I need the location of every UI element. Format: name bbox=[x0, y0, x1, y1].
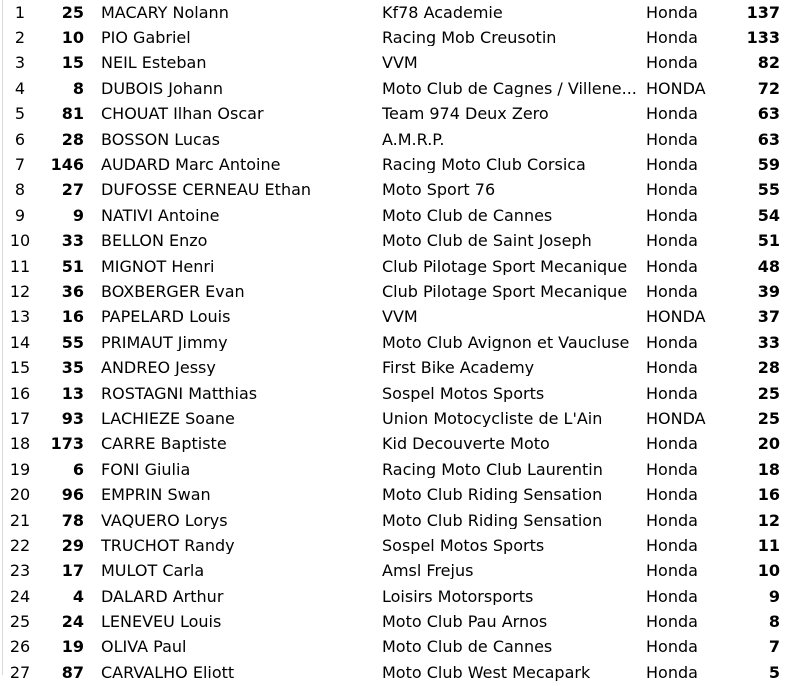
points-cell: 25 bbox=[757, 383, 780, 403]
race-number-cell: 55 bbox=[61, 332, 84, 352]
race-number-cell: 24 bbox=[61, 612, 84, 632]
points-cell: 133 bbox=[746, 28, 780, 48]
race-number-cell: 8 bbox=[72, 78, 84, 98]
points-cell: 5 bbox=[768, 662, 780, 682]
club-cell: Loisirs Motorsports bbox=[382, 588, 534, 605]
table-row bbox=[0, 432, 800, 457]
table-row bbox=[0, 457, 800, 482]
brand-cell: HONDA bbox=[646, 307, 706, 327]
table-row bbox=[0, 254, 800, 279]
rider-name-cell: CARRE Baptiste bbox=[101, 436, 227, 453]
rider-name-cell: PIO Gabriel bbox=[101, 30, 191, 47]
table-row bbox=[0, 203, 800, 228]
rider-name-cell: CHOUAT Ilhan Oscar bbox=[101, 106, 264, 123]
rider-name-cell: BOXBERGER Evan bbox=[101, 283, 245, 300]
points-cell: 39 bbox=[757, 281, 780, 301]
brand-cell: Honda bbox=[646, 637, 698, 657]
rider-name-cell: LENEVEU Louis bbox=[101, 614, 222, 631]
rider-name-cell: MIGNOT Henri bbox=[101, 258, 215, 275]
club-cell: Club Pilotage Sport Mecanique bbox=[382, 258, 628, 275]
points-cell: 8 bbox=[768, 612, 780, 632]
position-cell: 21 bbox=[9, 510, 31, 530]
club-cell: Moto Club de Cagnes / Villene... bbox=[382, 80, 637, 97]
points-cell: 7 bbox=[768, 637, 780, 657]
position-cell: 6 bbox=[14, 129, 26, 149]
brand-cell: Honda bbox=[646, 129, 698, 149]
rider-name-cell: DUBOIS Johann bbox=[101, 80, 224, 97]
club-cell: A.M.R.P. bbox=[382, 131, 445, 148]
points-cell: 28 bbox=[757, 358, 780, 378]
points-cell: 54 bbox=[757, 205, 780, 225]
race-number-cell: 87 bbox=[61, 662, 84, 682]
position-cell: 11 bbox=[9, 256, 31, 276]
rider-name-cell: VAQUERO Lorys bbox=[101, 512, 228, 529]
position-cell: 24 bbox=[9, 586, 31, 606]
position-cell: 20 bbox=[9, 485, 31, 505]
points-cell: 20 bbox=[757, 434, 780, 454]
club-cell: Team 974 Deux Zero bbox=[382, 106, 549, 123]
club-cell: Moto Club Avignon et Vaucluse bbox=[382, 334, 630, 351]
club-cell: Racing Mob Creusotin bbox=[382, 30, 557, 47]
points-cell: 48 bbox=[757, 256, 780, 276]
position-cell: 10 bbox=[9, 231, 31, 251]
table-row bbox=[0, 635, 800, 660]
club-cell: Racing Moto Club Corsica bbox=[382, 157, 586, 174]
table-row bbox=[0, 229, 800, 254]
table-row bbox=[0, 127, 800, 152]
race-number-cell: 19 bbox=[61, 637, 84, 657]
brand-cell: Honda bbox=[646, 383, 698, 403]
position-cell: 22 bbox=[9, 535, 31, 555]
table-row bbox=[0, 660, 800, 685]
race-number-cell: 9 bbox=[72, 205, 84, 225]
race-number-cell: 13 bbox=[61, 383, 84, 403]
rider-name-cell: ROSTAGNI Matthias bbox=[101, 385, 258, 402]
points-cell: 51 bbox=[757, 231, 780, 251]
club-cell: Moto Sport 76 bbox=[382, 182, 496, 199]
points-cell: 11 bbox=[757, 535, 780, 555]
position-cell: 19 bbox=[9, 459, 31, 479]
position-cell: 8 bbox=[14, 180, 26, 200]
brand-cell: HONDA bbox=[646, 408, 706, 428]
position-cell: 14 bbox=[9, 332, 31, 352]
rider-name-cell: BOSSON Lucas bbox=[101, 131, 220, 148]
brand-cell: Honda bbox=[646, 485, 698, 505]
points-cell: 55 bbox=[757, 180, 780, 200]
club-cell: Moto Club de Saint Joseph bbox=[382, 233, 592, 250]
club-cell: VVM bbox=[382, 309, 418, 326]
table-row bbox=[0, 508, 800, 533]
brand-cell: Honda bbox=[646, 28, 698, 48]
points-cell: 16 bbox=[757, 485, 780, 505]
position-cell: 12 bbox=[9, 281, 31, 301]
brand-cell: Honda bbox=[646, 586, 698, 606]
position-cell: 26 bbox=[9, 637, 31, 657]
position-cell: 27 bbox=[9, 662, 31, 682]
rider-name-cell: DALARD Arthur bbox=[101, 588, 224, 605]
brand-cell: Honda bbox=[646, 434, 698, 454]
race-number-cell: 93 bbox=[61, 408, 84, 428]
rider-name-cell: DUFOSSE CERNEAU Ethan bbox=[101, 182, 312, 199]
table-row bbox=[0, 559, 800, 584]
race-number-cell: 25 bbox=[61, 2, 84, 22]
table-row bbox=[0, 152, 800, 177]
club-cell: First Bike Academy bbox=[382, 360, 535, 377]
points-cell: 63 bbox=[757, 129, 780, 149]
brand-cell: Honda bbox=[646, 535, 698, 555]
position-cell: 15 bbox=[9, 358, 31, 378]
brand-cell: Honda bbox=[646, 358, 698, 378]
rider-name-cell: FONI Giulia bbox=[101, 461, 191, 478]
table-row bbox=[0, 609, 800, 634]
race-number-cell: 16 bbox=[61, 307, 84, 327]
brand-cell: Honda bbox=[646, 459, 698, 479]
brand-cell: HONDA bbox=[646, 78, 706, 98]
race-number-cell: 6 bbox=[72, 459, 84, 479]
points-cell: 37 bbox=[757, 307, 780, 327]
race-number-cell: 4 bbox=[72, 586, 84, 606]
rider-name-cell: PAPELARD Louis bbox=[101, 309, 231, 326]
points-cell: 82 bbox=[757, 53, 780, 73]
position-cell: 2 bbox=[14, 28, 26, 48]
club-cell: Union Motocycliste de L'Ain bbox=[382, 410, 603, 427]
rider-name-cell: TRUCHOT Randy bbox=[101, 537, 235, 554]
club-cell: Kf78 Academie bbox=[382, 4, 503, 21]
rider-name-cell: ANDREO Jessy bbox=[101, 360, 216, 377]
points-cell: 18 bbox=[757, 459, 780, 479]
position-cell: 23 bbox=[9, 561, 31, 581]
race-number-cell: 173 bbox=[50, 434, 84, 454]
table-row bbox=[0, 406, 800, 431]
race-number-cell: 146 bbox=[50, 155, 84, 175]
points-cell: 72 bbox=[757, 78, 780, 98]
club-cell: Moto Club Riding Sensation bbox=[382, 512, 603, 529]
race-number-cell: 36 bbox=[61, 281, 84, 301]
brand-cell: Honda bbox=[646, 256, 698, 276]
table-row bbox=[0, 330, 800, 355]
race-number-cell: 81 bbox=[61, 104, 84, 124]
club-cell: Kid Decouverte Moto bbox=[382, 436, 550, 453]
points-cell: 25 bbox=[757, 408, 780, 428]
brand-cell: Honda bbox=[646, 180, 698, 200]
brand-cell: Honda bbox=[646, 104, 698, 124]
race-number-cell: 10 bbox=[61, 28, 84, 48]
club-cell: Moto Club Pau Arnos bbox=[382, 614, 548, 631]
table-row bbox=[0, 51, 800, 76]
points-cell: 59 bbox=[757, 155, 780, 175]
race-number-cell: 35 bbox=[61, 358, 84, 378]
rider-name-cell: LACHIEZE Soane bbox=[101, 410, 235, 427]
position-cell: 3 bbox=[14, 53, 26, 73]
points-cell: 10 bbox=[757, 561, 780, 581]
brand-cell: Honda bbox=[646, 53, 698, 73]
club-cell: Amsl Frejus bbox=[382, 563, 474, 580]
table-row bbox=[0, 381, 800, 406]
position-cell: 4 bbox=[14, 78, 26, 98]
brand-cell: Honda bbox=[646, 332, 698, 352]
club-cell: VVM bbox=[382, 55, 418, 72]
brand-cell: Honda bbox=[646, 510, 698, 530]
table-row bbox=[0, 305, 800, 330]
race-number-cell: 29 bbox=[61, 535, 84, 555]
race-number-cell: 51 bbox=[61, 256, 84, 276]
position-cell: 16 bbox=[9, 383, 31, 403]
points-cell: 63 bbox=[757, 104, 780, 124]
position-cell: 25 bbox=[9, 612, 31, 632]
table-row bbox=[0, 584, 800, 609]
position-cell: 13 bbox=[9, 307, 31, 327]
rider-name-cell: NEIL Esteban bbox=[101, 55, 207, 72]
rider-name-cell: OLIVA Paul bbox=[101, 639, 187, 656]
points-cell: 12 bbox=[757, 510, 780, 530]
brand-cell: Honda bbox=[646, 231, 698, 251]
club-cell: Sospel Motos Sports bbox=[382, 537, 545, 554]
points-cell: 9 bbox=[768, 586, 780, 606]
table-row bbox=[0, 355, 800, 380]
position-cell: 7 bbox=[14, 155, 26, 175]
table-row bbox=[0, 279, 800, 304]
club-cell: Moto Club Riding Sensation bbox=[382, 487, 603, 504]
race-number-cell: 96 bbox=[61, 485, 84, 505]
position-cell: 9 bbox=[14, 205, 26, 225]
table-row bbox=[0, 178, 800, 203]
club-cell: Moto Club de Cannes bbox=[382, 639, 553, 656]
race-number-cell: 78 bbox=[61, 510, 84, 530]
position-cell: 17 bbox=[9, 408, 31, 428]
table-row bbox=[0, 482, 800, 507]
race-number-cell: 17 bbox=[61, 561, 84, 581]
race-number-cell: 15 bbox=[61, 53, 84, 73]
brand-cell: Honda bbox=[646, 612, 698, 632]
club-cell: Club Pilotage Sport Mecanique bbox=[382, 283, 628, 300]
brand-cell: Honda bbox=[646, 155, 698, 175]
brand-cell: Honda bbox=[646, 205, 698, 225]
race-number-cell: 33 bbox=[61, 231, 84, 251]
club-cell: Racing Moto Club Laurentin bbox=[382, 461, 603, 478]
club-cell: Moto Club West Mecapark bbox=[382, 664, 591, 681]
position-cell: 5 bbox=[14, 104, 26, 124]
rider-name-cell: EMPRIN Swan bbox=[101, 487, 211, 504]
rider-name-cell: MACARY Nolann bbox=[101, 4, 229, 21]
brand-cell: Honda bbox=[646, 662, 698, 682]
club-cell: Moto Club de Cannes bbox=[382, 207, 553, 224]
table-row bbox=[0, 102, 800, 127]
table-row bbox=[0, 25, 800, 50]
club-cell: Sospel Motos Sports bbox=[382, 385, 545, 402]
position-cell: 1 bbox=[14, 2, 26, 22]
rider-name-cell: NATIVI Antoine bbox=[101, 207, 220, 224]
rider-name-cell: AUDARD Marc Antoine bbox=[101, 157, 281, 174]
race-number-cell: 28 bbox=[61, 129, 84, 149]
brand-cell: Honda bbox=[646, 281, 698, 301]
rider-name-cell: BELLON Enzo bbox=[101, 233, 208, 250]
race-number-cell: 27 bbox=[61, 180, 84, 200]
brand-cell: Honda bbox=[646, 561, 698, 581]
table-row bbox=[0, 76, 800, 101]
table-row bbox=[0, 0, 800, 25]
points-cell: 137 bbox=[746, 2, 780, 22]
rider-name-cell: PRIMAUT Jimmy bbox=[101, 334, 228, 351]
brand-cell: Honda bbox=[646, 2, 698, 22]
table-row bbox=[0, 533, 800, 558]
position-cell: 18 bbox=[9, 434, 31, 454]
rider-name-cell: CARVALHO Eliott bbox=[101, 664, 235, 681]
rider-name-cell: MULOT Carla bbox=[101, 563, 205, 580]
points-cell: 33 bbox=[757, 332, 780, 352]
